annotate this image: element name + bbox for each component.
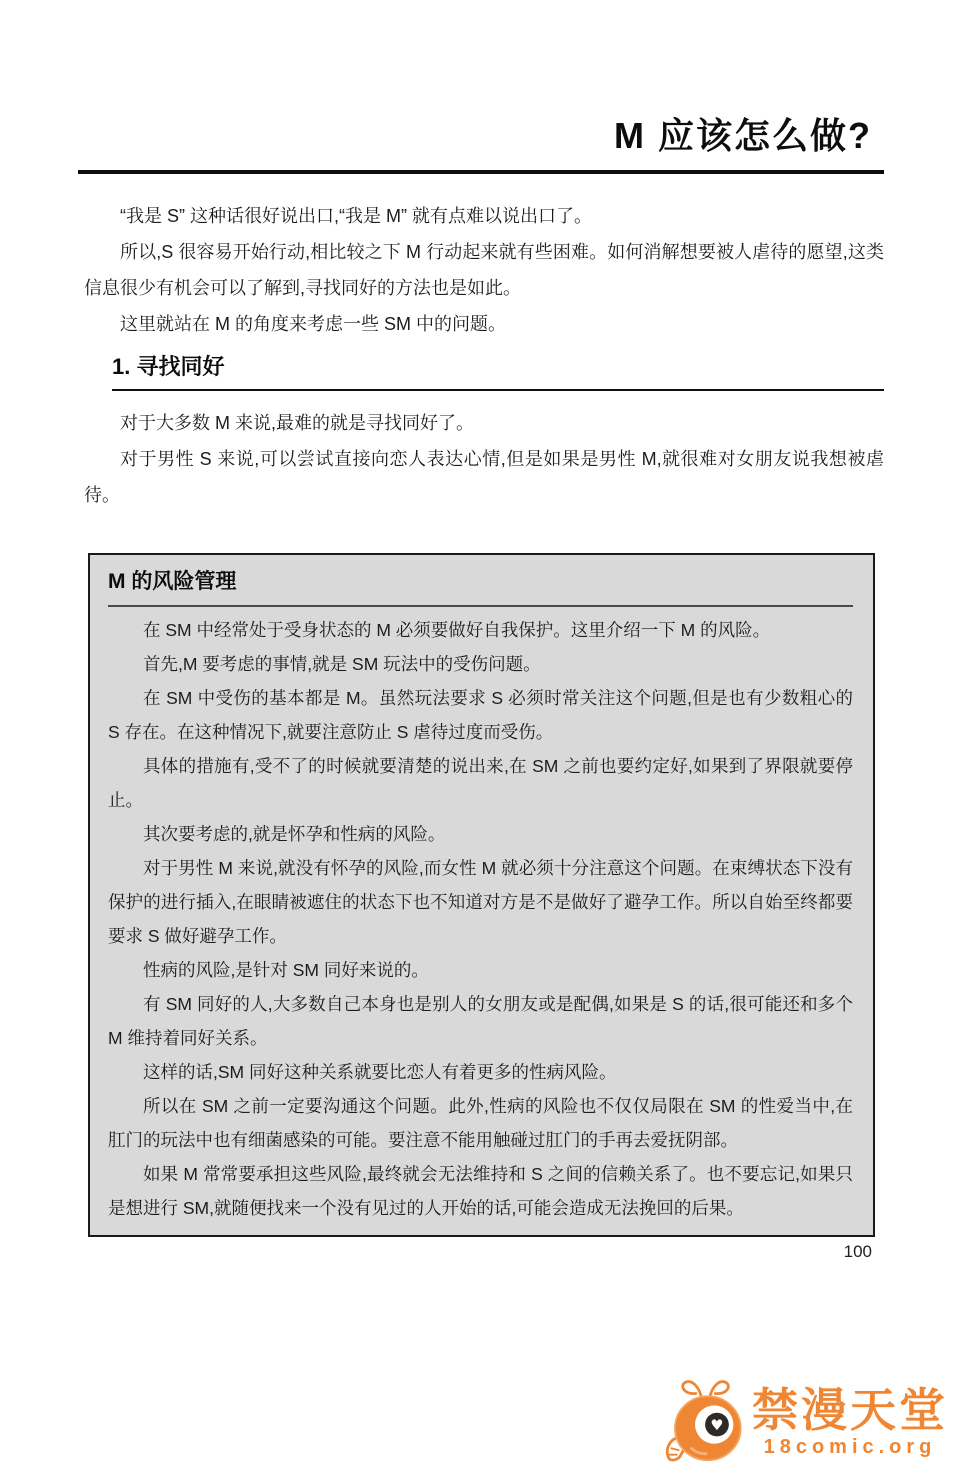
watermark-site-url: 18comic.org <box>763 1435 937 1458</box>
watermark-text <box>752 1386 948 1458</box>
page-content <box>0 114 960 1262</box>
title-rule <box>78 170 884 174</box>
page-title: M 应该怎么做? <box>614 115 872 156</box>
risk-paragraph: 首先,M 要考虑的事情,就是 SM 玩法中的受伤问题。 <box>143 653 541 674</box>
section-paragraph: 对于男性 S 来说,可以尝试直接向恋人表达心情,但是如果是男性 M,就很难对女朋友说我想被虐待。 <box>84 448 884 505</box>
risk-paragraph: 在 SM 中经常处于受身状态的 M 必须要做好自我保护。这里介绍一下 M 的风险。 <box>143 619 771 640</box>
risk-paragraph: 所以在 SM 之前一定要沟通这个问题。此外,性病的风险也不仅仅局限在 SM 的性爱当中,在肛门的玩法中也有细菌感染的可能。要注意不能用触碰过肛门的手再去爱抚阴部。 <box>108 1095 853 1150</box>
risk-box-body <box>108 613 853 1225</box>
intro-paragraph: 这里就站在 M 的角度来考虑一些 SM 中的问题。 <box>120 314 506 335</box>
section-body <box>78 405 884 513</box>
risk-paragraph: 性病的风险,是针对 SM 同好来说的。 <box>143 959 429 980</box>
intro-paragraph: 所以,S 很容易开始行动,相比较之下 M 行动起来就有些困难。如何消解想要被人虐待的愿望,这类信息很少有机会可以了解到,寻找同好的方法也是如此。 <box>84 242 884 299</box>
risk-paragraph: 这样的话,SM 同好这种关系就要比恋人有着更多的性病风险。 <box>143 1061 617 1082</box>
risk-paragraph: 其次要考虑的,就是怀孕和性病的风险。 <box>143 823 446 844</box>
risk-paragraph: 具体的措施有,受不了的时候就要清楚的说出来,在 SM 之前也要约定好,如果到了界限就要停止。 <box>108 755 853 810</box>
whale-mascot-icon <box>664 1377 748 1468</box>
risk-box-title: M 的风险管理 <box>108 569 237 593</box>
watermark-site-name: 禁漫天堂 <box>752 1384 948 1437</box>
section-paragraph: 对于大多数 M 来说,最难的就是寻找同好了。 <box>120 412 474 433</box>
watermark <box>664 1377 948 1468</box>
risk-box-rule <box>108 605 853 607</box>
risk-paragraph: 在 SM 中受伤的基本都是 M。虽然玩法要求 S 必须时常关注这个问题,但是也有少数粗心的 S 存在。在这种情况下,就要注意防止 S 虐待过度而受伤。 <box>108 687 853 742</box>
risk-paragraph: 有 SM 同好的人,大多数自己本身也是别人的女朋友或是配偶,如果是 S 的话,很可能还和多个 M 维持着同好关系。 <box>108 993 853 1048</box>
svg-text:♥: ♥ <box>710 1417 724 1435</box>
page-number: 100 <box>843 1241 872 1261</box>
risk-management-box <box>88 553 875 1237</box>
risk-paragraph: 对于男性 M 来说,就没有怀孕的风险,而女性 M 就必须十分注意这个问题。在束缚状态下没有保护的进行插入,在眼睛被遮住的状态下也不知道对方是不是做好了避孕工作。所以自始至终都要要求 S 做好避孕工作。 <box>108 857 853 946</box>
intro-section <box>78 198 884 342</box>
section-heading: 1. 寻找同好 <box>112 354 884 390</box>
intro-paragraph: “我是 S” 这种话很好说出口,“我是 M” 就有点难以说出口了。 <box>120 206 592 227</box>
risk-paragraph: 如果 M 常常要承担这些风险,最终就会无法维持和 S 之间的信赖关系了。也不要忘记,如果只是想进行 SM,就随便找来一个没有见过的人开始的话,可能会造成无法挽回的后果。 <box>108 1163 853 1218</box>
